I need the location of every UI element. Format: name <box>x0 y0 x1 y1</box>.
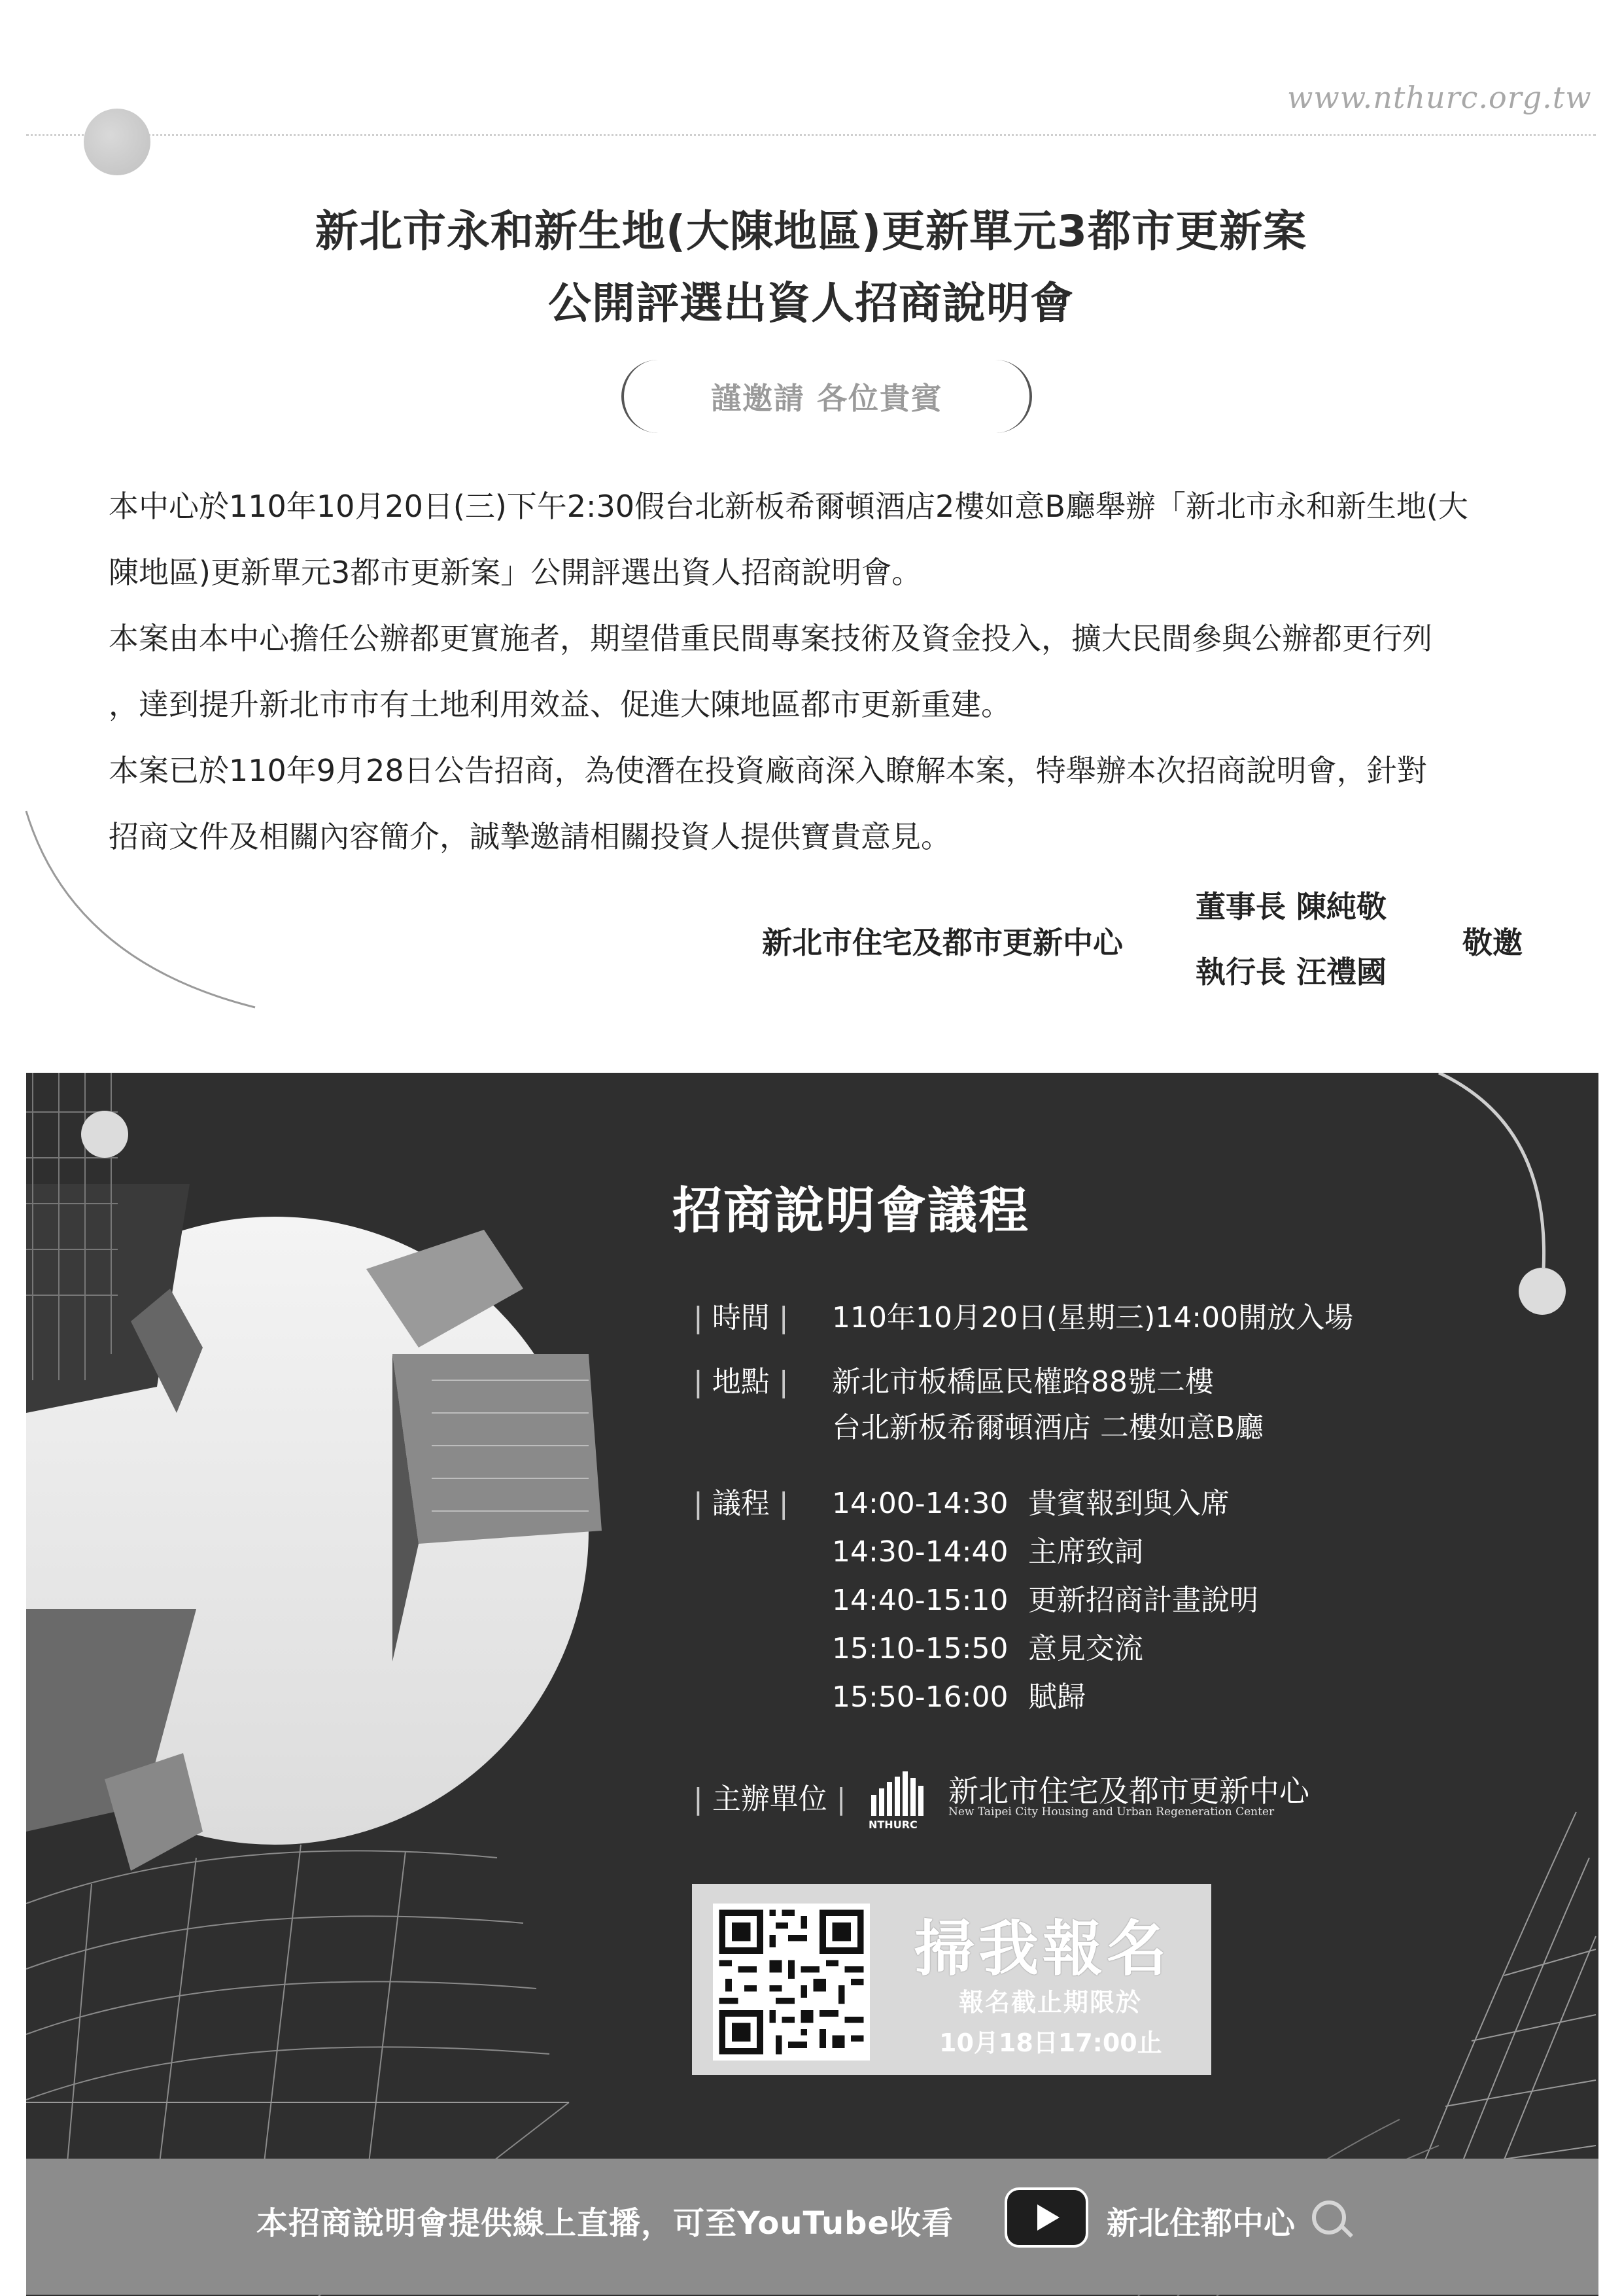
nthurc-logo-icon <box>870 1769 929 1821</box>
website-url: www.nthurc.org.tw <box>1287 80 1592 115</box>
signature-chairman: 董事長 陳純敬 <box>1196 889 1387 924</box>
registration-box <box>692 1884 1211 2075</box>
livestream-text: 本招商說明會提供線上直播，可至YouTube收看 <box>256 2205 954 2242</box>
organizer-name-en: New Taipei City Housing and Urban Regeneration Center <box>948 1805 1275 1818</box>
agenda-heading: 招商說明會議程 <box>672 1181 1029 1240</box>
livestream-footer <box>26 2159 1598 2295</box>
registration-title: 掃我報名 <box>914 1914 1171 1984</box>
signature-organization: 新北市住宅及都市更新中心 <box>762 925 1123 960</box>
poster-decoration <box>26 1073 1598 2296</box>
intro-line: 本中心於110年10月20日(三)下午2:30假台北新板希爾頓酒店2樓如意B廳舉辦「新北市永和新生地(大 <box>109 489 1468 524</box>
intro-line: 招商文件及相關內容簡介，誠摯邀請相關投資人提供寶貴意見。 <box>109 819 951 854</box>
agenda-item: 14:40-15:10 更新招商計畫說明 <box>832 1584 1258 1617</box>
signature-ceo: 執行長 汪禮國 <box>1196 954 1387 990</box>
intro-line: 陳地區)更新單元3都市更新案」公開評選出資人招商說明會。 <box>109 555 922 590</box>
registration-deadline-line1: 報名截止期限於 <box>959 1988 1143 2017</box>
header-divider <box>26 134 1596 136</box>
agenda-item: 15:50-16:00 賦歸 <box>832 1680 1086 1714</box>
place-line-1: 新北市板橋區民權路88號二樓 <box>832 1365 1214 1399</box>
agenda-poster <box>26 1073 1598 2296</box>
registration-deadline-line2: 10月18日17:00止 <box>939 2028 1162 2057</box>
organizer-name-cn: 新北市住宅及都市更新中心 <box>948 1773 1309 1809</box>
agenda-item: 14:00-14:30 貴賓報到與入席 <box>832 1487 1230 1520</box>
youtube-channel-name[interactable]: 新北住都中心 <box>1107 2205 1296 2242</box>
intro-line: ，達到提升新北市市有土地利用效益、促進大陳地區都市更新重建。 <box>109 687 1011 722</box>
intro-line: 本案已於110年9月28日公告招商，為使潛在投資廠商深入瞭解本案，特舉辦本次招商說明會，針對 <box>109 753 1427 788</box>
search-icon[interactable] <box>1312 2200 1346 2235</box>
signature-closing: 敬邀 <box>1462 925 1523 960</box>
intro-text <box>109 474 1547 870</box>
organizer-label: | 主辦單位 | <box>693 1783 846 1816</box>
youtube-play-icon[interactable] <box>1005 2187 1088 2248</box>
qr-code[interactable] <box>713 1904 870 2061</box>
schedule-label: | 議程 | <box>693 1487 789 1520</box>
place-label: | 地點 | <box>693 1365 789 1399</box>
decorative-circle <box>84 109 150 175</box>
time-label: | 時間 | <box>693 1301 789 1334</box>
title-line-1: 新北市永和新生地(大陳地區)更新單元3都市更新案 <box>315 206 1307 256</box>
organizer-abbr: NTHURC <box>869 1818 918 1831</box>
place-line-2: 台北新板希爾頓酒店 二樓如意B廳 <box>832 1411 1264 1444</box>
title-line-2: 公開評選出資人招商說明會 <box>548 278 1074 328</box>
intro-line: 本案由本中心擔任公辦都更實施者，期望借重民間專案技術及資金投入，擴大民間參與公辦都更行列 <box>109 621 1432 656</box>
time-value: 110年10月20日(星期三)14:00開放入場 <box>832 1301 1354 1334</box>
agenda-item: 14:30-14:40 主席致詞 <box>832 1535 1143 1569</box>
invitation-badge: 謹邀請 各位貴賓 <box>621 360 1032 433</box>
agenda-item: 15:10-15:50 意見交流 <box>832 1632 1143 1665</box>
